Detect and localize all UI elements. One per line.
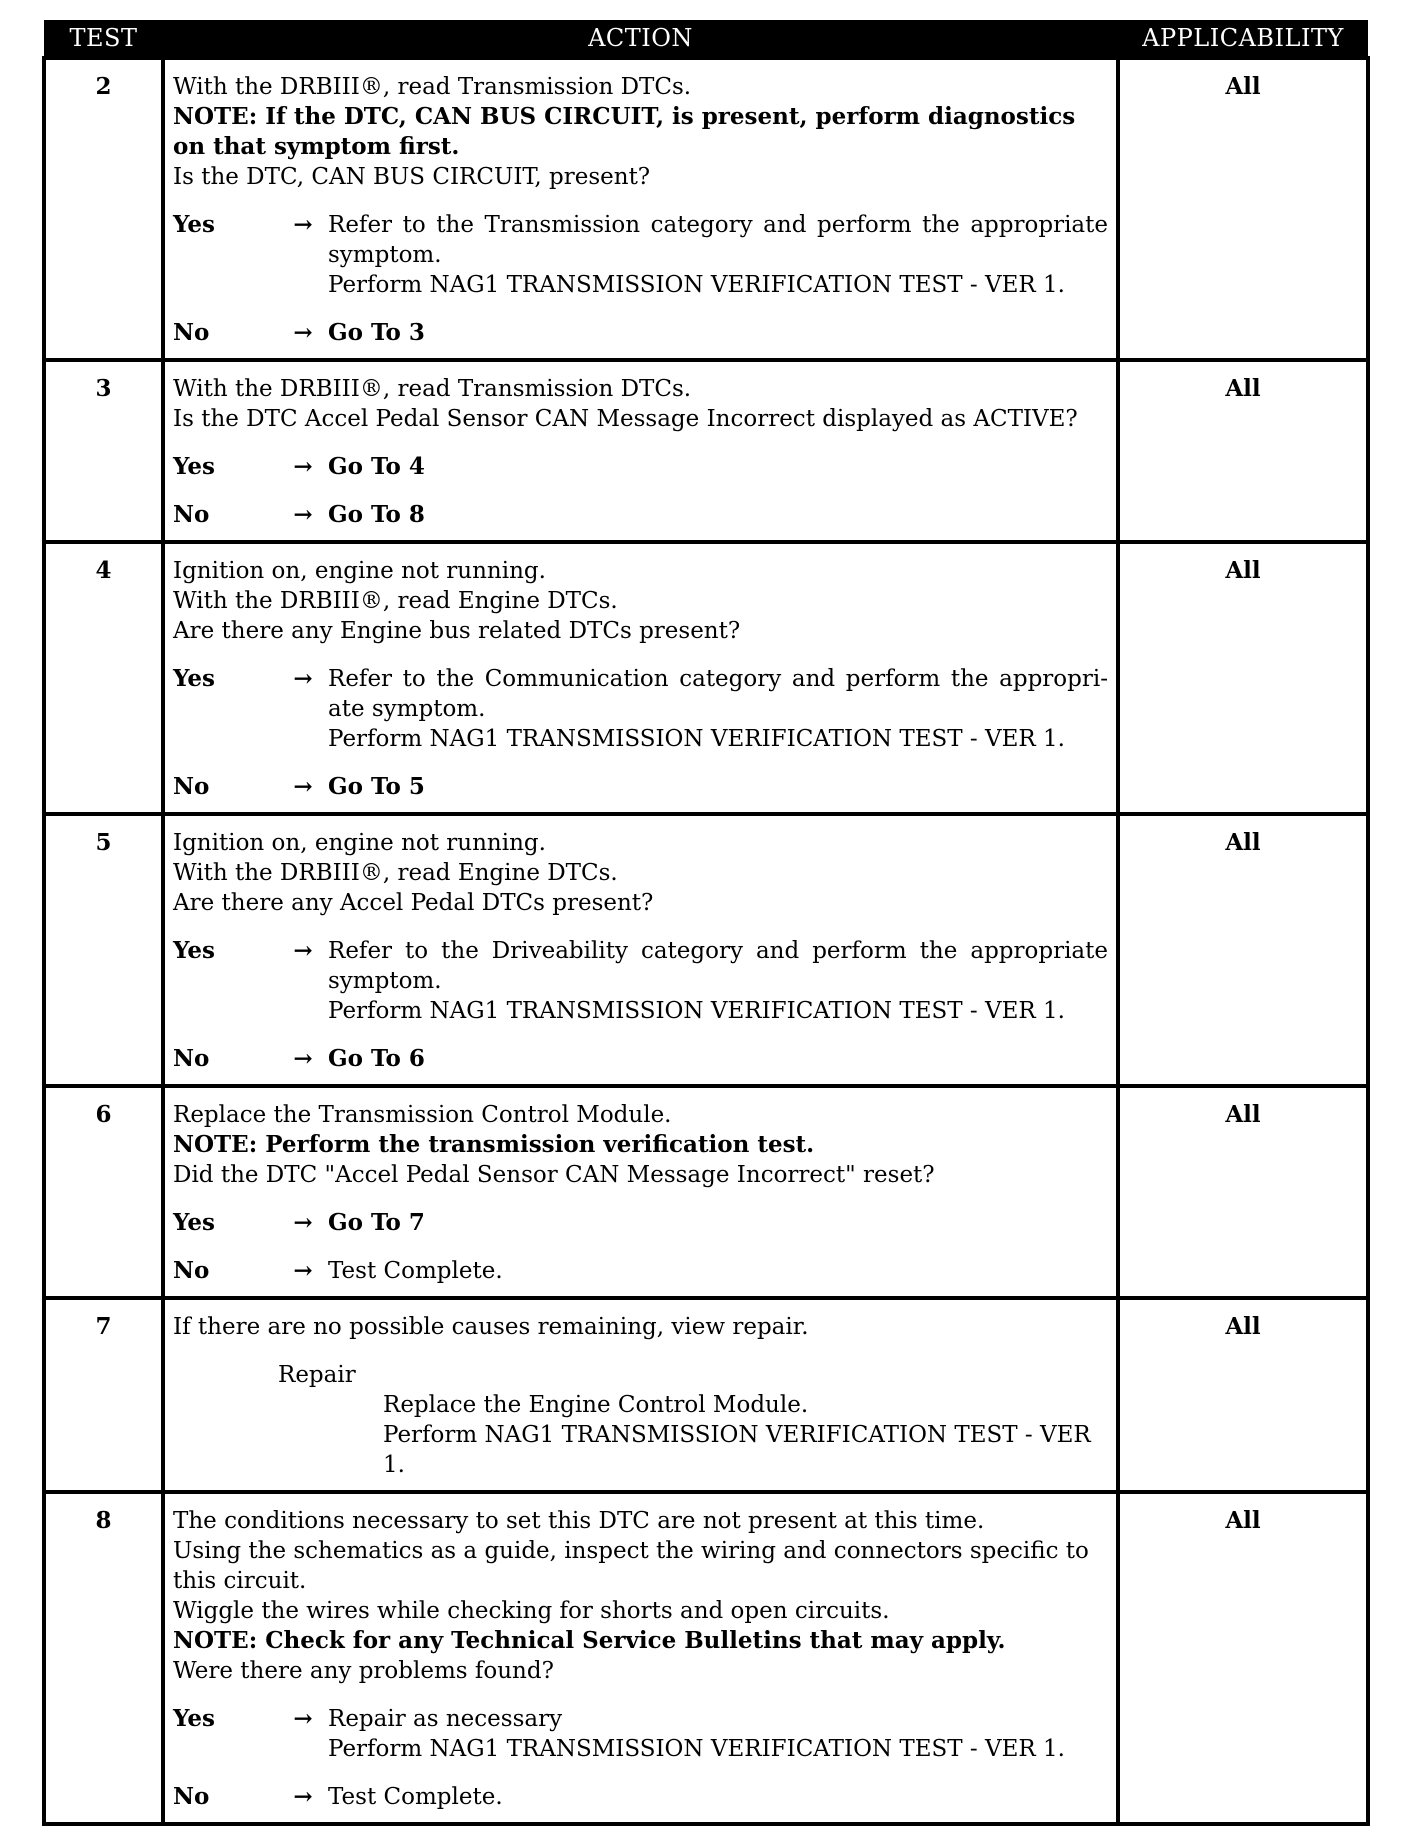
header-action: ACTION [163, 20, 1118, 58]
yes-result-line: Refer to the Communication category and perform the appropri-ate symptom. [328, 666, 1108, 722]
no-branch [173, 1044, 1108, 1074]
no-result [328, 1044, 1108, 1074]
repair-steps [173, 1390, 1108, 1480]
action-line: Wiggle the wires while checking for shorts and open circuits. [173, 1598, 890, 1624]
applicability-cell: All [1118, 542, 1368, 814]
yes-result-line: Repair as necessary [328, 1706, 563, 1732]
yes-branch [173, 936, 1108, 1026]
yes-result [328, 664, 1108, 754]
arrow-icon: → [293, 665, 313, 692]
no-label: No [173, 319, 210, 346]
table-row [44, 814, 1368, 1086]
yes-label: Yes [173, 937, 216, 964]
table-row [44, 1298, 1368, 1492]
action-cell [163, 1298, 1118, 1492]
table-row [44, 1492, 1368, 1824]
no-result-line: Go To 6 [328, 1045, 425, 1072]
action-line: The conditions necessary to set this DTC are not present at this time. [173, 1508, 985, 1534]
arrow-icon: → [293, 1045, 313, 1072]
arrow-icon: → [293, 937, 313, 964]
test-number: 5 [44, 814, 163, 1086]
action-cell [163, 542, 1118, 814]
arrow-icon: → [293, 1257, 313, 1284]
yes-branch [173, 1704, 1108, 1764]
action-line: Are there any Accel Pedal DTCs present? [173, 890, 654, 916]
yes-result [328, 1704, 1108, 1764]
action-line: Using the schematics as a guide, inspect the wiring and connectors specific to this circuit. [173, 1538, 1089, 1594]
yes-branch [173, 1208, 1108, 1238]
action-line: Were there any problems found? [173, 1658, 554, 1684]
action-line: Ignition on, engine not running. [173, 830, 546, 856]
yes-result-line: Refer to the Driveability category and perform the appropriate symptom. [328, 938, 1108, 994]
yes-branch [173, 210, 1108, 300]
test-number: 7 [44, 1298, 163, 1492]
applicability-cell: All [1118, 1492, 1368, 1824]
yes-result-line: Perform NAG1 TRANSMISSION VERIFICATION TEST - VER 1. [328, 726, 1065, 752]
action-line: Are there any Engine bus related DTCs present? [173, 618, 741, 644]
yes-result [328, 452, 1108, 482]
yes-result-line: Refer to the Transmission category and perform the appropriate symptom. [328, 212, 1108, 268]
table-header-row [44, 20, 1368, 58]
diagnostic-test-sheet [42, 20, 1366, 1826]
yes-label: Yes [173, 665, 216, 692]
repair-line: Replace the Engine Control Module. [383, 1392, 809, 1418]
arrow-icon: → [293, 1705, 313, 1732]
table-body [44, 58, 1368, 1824]
applicability-cell: All [1118, 1086, 1368, 1298]
arrow-icon: → [293, 1783, 313, 1810]
applicability-cell: All [1118, 1298, 1368, 1492]
repair-label: Repair [278, 1362, 356, 1388]
header-test: TEST [44, 20, 163, 58]
no-result-line: Test Complete. [328, 1784, 503, 1810]
no-label: No [173, 1045, 210, 1072]
action-line: Is the DTC, CAN BUS CIRCUIT, present? [173, 164, 651, 190]
test-number: 2 [44, 58, 163, 360]
yes-result-line: Perform NAG1 TRANSMISSION VERIFICATION TEST - VER 1. [328, 1736, 1065, 1762]
yes-label: Yes [173, 1209, 216, 1236]
no-branch [173, 772, 1108, 802]
header-applicability: APPLICABILITY [1118, 20, 1368, 58]
yes-result-line: Go To 7 [328, 1209, 425, 1236]
action-line: Did the DTC "Accel Pedal Sensor CAN Message Incorrect" reset? [173, 1162, 935, 1188]
no-branch [173, 318, 1108, 348]
yes-result [328, 1208, 1108, 1238]
no-label: No [173, 1257, 210, 1284]
action-line: With the DRBIII®, read Engine DTCs. [173, 588, 618, 614]
arrow-icon: → [293, 501, 313, 528]
table-row [44, 360, 1368, 542]
arrow-icon: → [293, 319, 313, 346]
action-cell [163, 814, 1118, 1086]
yes-result [328, 210, 1108, 300]
no-result [328, 318, 1108, 348]
yes-result-line: Perform NAG1 TRANSMISSION VERIFICATION TEST - VER 1. [328, 272, 1065, 298]
no-label: No [173, 773, 210, 800]
no-result [328, 1782, 1108, 1812]
no-result [328, 500, 1108, 530]
table-row [44, 1086, 1368, 1298]
yes-branch [173, 452, 1108, 482]
no-result [328, 772, 1108, 802]
yes-label: Yes [173, 1705, 216, 1732]
applicability-cell: All [1118, 814, 1368, 1086]
test-number: 4 [44, 542, 163, 814]
action-line: With the DRBIII®, read Transmission DTCs. [173, 376, 692, 402]
action-cell [163, 58, 1118, 360]
no-result [328, 1256, 1108, 1286]
no-result-line: Go To 3 [328, 319, 425, 346]
yes-result [328, 936, 1108, 1026]
no-branch [173, 500, 1108, 530]
yes-label: Yes [173, 211, 216, 238]
no-result-line: Go To 5 [328, 773, 425, 800]
action-line: With the DRBIII®, read Engine DTCs. [173, 860, 618, 886]
no-label: No [173, 501, 210, 528]
yes-result-line: Go To 4 [328, 453, 425, 480]
action-line: If there are no possible causes remaining, view repair. [173, 1314, 809, 1340]
yes-label: Yes [173, 453, 216, 480]
action-line: Replace the Transmission Control Module. [173, 1102, 672, 1128]
arrow-icon: → [293, 211, 313, 238]
action-cell [163, 1086, 1118, 1298]
table-row [44, 542, 1368, 814]
yes-branch [173, 664, 1108, 754]
repair-line: Perform NAG1 TRANSMISSION VERIFICATION TEST - VER 1. [383, 1422, 1091, 1478]
action-cell [163, 1492, 1118, 1824]
no-label: No [173, 1783, 210, 1810]
note-line: NOTE: If the DTC, CAN BUS CIRCUIT, is present, perform diagnostics on that symptom first. [173, 103, 1076, 160]
arrow-icon: → [293, 1209, 313, 1236]
applicability-cell: All [1118, 360, 1368, 542]
action-line: Is the DTC Accel Pedal Sensor CAN Message Incorrect displayed as ACTIVE? [173, 406, 1078, 432]
note-line: NOTE: Check for any Technical Service Bulletins that may apply. [173, 1627, 1006, 1654]
arrow-icon: → [293, 773, 313, 800]
yes-result-line: Perform NAG1 TRANSMISSION VERIFICATION TEST - VER 1. [328, 998, 1065, 1024]
test-number: 3 [44, 360, 163, 542]
test-number: 6 [44, 1086, 163, 1298]
note-line: NOTE: Perform the transmission verification test. [173, 1131, 815, 1158]
no-branch [173, 1256, 1108, 1286]
diagnostic-table [42, 20, 1370, 1826]
action-line: With the DRBIII®, read Transmission DTCs. [173, 74, 692, 100]
action-cell [163, 360, 1118, 542]
applicability-cell: All [1118, 58, 1368, 360]
action-line: Ignition on, engine not running. [173, 558, 546, 584]
no-result-line: Go To 8 [328, 501, 425, 528]
no-result-line: Test Complete. [328, 1258, 503, 1284]
no-branch [173, 1782, 1108, 1812]
arrow-icon: → [293, 453, 313, 480]
test-number: 8 [44, 1492, 163, 1824]
table-row [44, 58, 1368, 360]
